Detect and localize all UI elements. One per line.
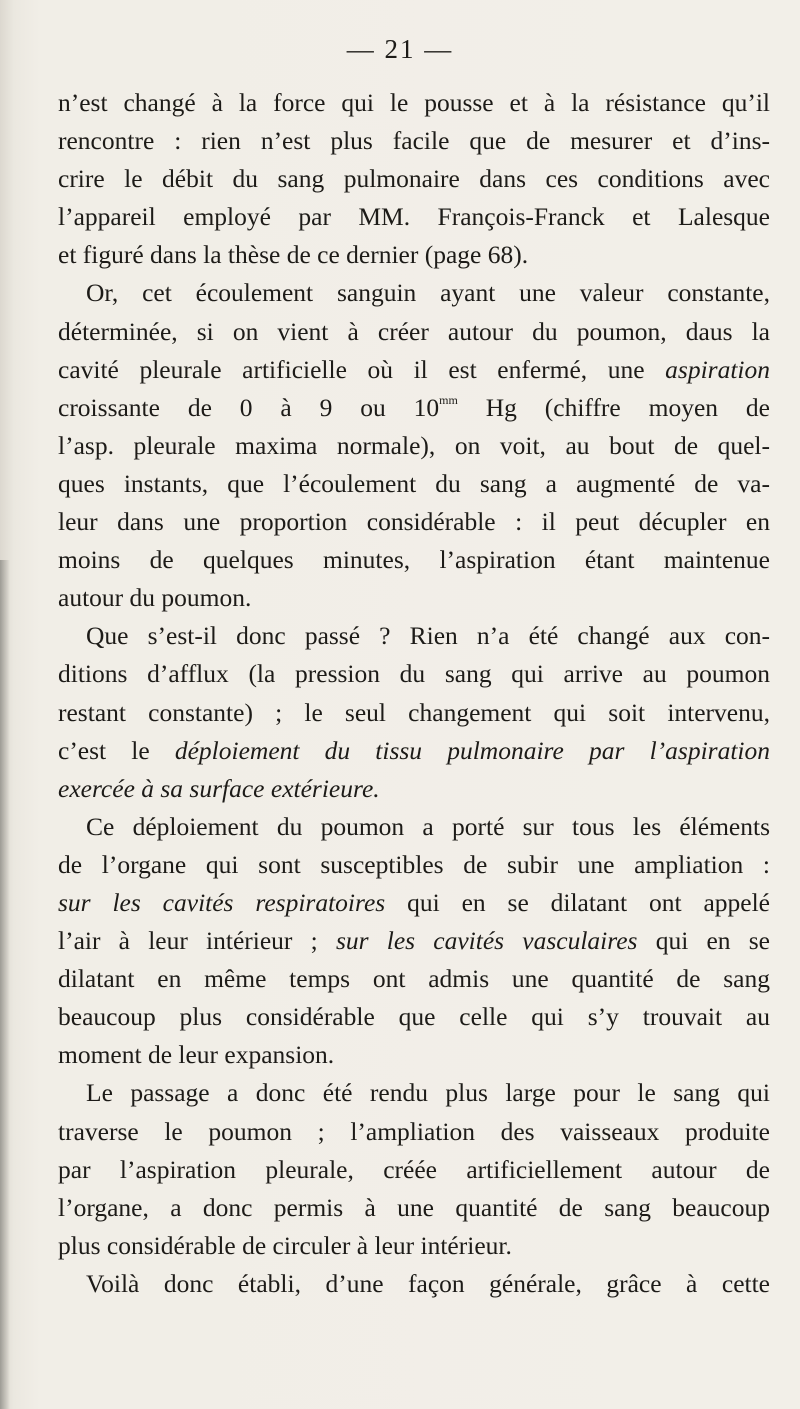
text-line: par l’aspiration pleurale, créée artificiellement autour de <box>58 1154 770 1184</box>
text-line: n’est changé à la force qui le pousse et à la résistance qu’il <box>58 88 770 117</box>
text-line: l’asp. pleurale maxima normale), on voit, au bout de quel- <box>58 430 770 460</box>
text-line: cavité pleurale artificielle où il est enfermé, une aspiration <box>58 354 770 384</box>
text-line: et figuré dans la thèse de ce dernier (page 68). <box>58 240 529 270</box>
body-text <box>58 84 770 1303</box>
text-line: rencontre : rien n’est plus facile que de mesurer et d’ins- <box>58 126 770 156</box>
text-line: c’est le déploiement du tissu pulmonaire par l’aspiration <box>58 735 771 765</box>
text-line: l’organe, a donc permis à une quantité de sang beaucoup <box>58 1192 770 1222</box>
text-line: leur dans une proportion considérable : il peut décupler en <box>58 507 770 537</box>
text-line: restant constante) ; le seul changement qui soit intervenu, <box>58 697 770 727</box>
text-line: traverse le poumon ; l’ampliation des vaisseaux produite <box>58 1116 770 1146</box>
text-line: déterminée, si on vient à créer autour du poumon, daus la <box>58 316 770 346</box>
text-line: dilatant en même temps ont admis une quantité de sang <box>58 964 770 994</box>
italic-phrase: aspiration <box>665 354 770 384</box>
page-number: — 21 — <box>346 34 454 64</box>
text-line: crire le débit du sang pulmonaire dans ces conditions avec <box>58 164 770 194</box>
text-line: moins de quelques minutes, l’aspiration étant maintenue <box>58 545 770 575</box>
italic-phrase: sur les cavités respiratoires <box>58 887 386 917</box>
paragraph-start-line: Ce déploiement du poumon a porté sur tous les éléments <box>86 811 770 841</box>
text-line: l’appareil employé par MM. François-Franck et Lalesque <box>58 202 770 232</box>
text-line: l’air à leur intérieur ; sur les cavités vasculaires qui en se <box>58 926 770 956</box>
paragraph-start-line: Que s’est-il donc passé ? Rien n’a été changé aux con- <box>86 621 770 651</box>
paragraph-start-line: Voilà donc établi, d’une façon générale, grâce à cette <box>86 1268 770 1298</box>
paragraph-start-line: Or, cet écoulement sanguin ayant une valeur constante, <box>86 278 770 308</box>
text-line: plus considérable de circuler à leur intérieur. <box>58 1230 512 1260</box>
text-line: sur les cavités respiratoires qui en se dilatant ont appelé <box>58 887 770 917</box>
text-line: moment de leur expansion. <box>58 1040 335 1070</box>
italic-phrase: sur les cavités vasculaires <box>335 926 638 956</box>
paragraph-start-line: Le passage a donc été rendu plus large pour le sang qui <box>86 1078 770 1108</box>
text-line: ques instants, que l’écoulement du sang a augmenté de va- <box>58 468 770 498</box>
text-line: croissante de 0 à 9 ou $10^{mm}$ Hg (chiffre moyen de <box>58 392 770 422</box>
text-line: de l’organe qui sont susceptibles de subir une ampliation : <box>58 849 770 879</box>
text-line: ditions d’afflux (la pression du sang qui arrive au poumon <box>58 659 770 689</box>
unit-superscript: mm <box>439 392 458 407</box>
text-line: beaucoup plus considérable que celle qui s’y trouvait au <box>58 1002 770 1032</box>
text-line <box>58 770 770 808</box>
page-edge-shadow <box>0 560 10 1409</box>
italic-phrase: exercée à sa surface extérieure. <box>58 773 380 803</box>
text-line: autour du poumon. <box>58 583 252 613</box>
italic-phrase: déploiement du tissu pulmonaire par l’aspiration <box>174 735 771 765</box>
